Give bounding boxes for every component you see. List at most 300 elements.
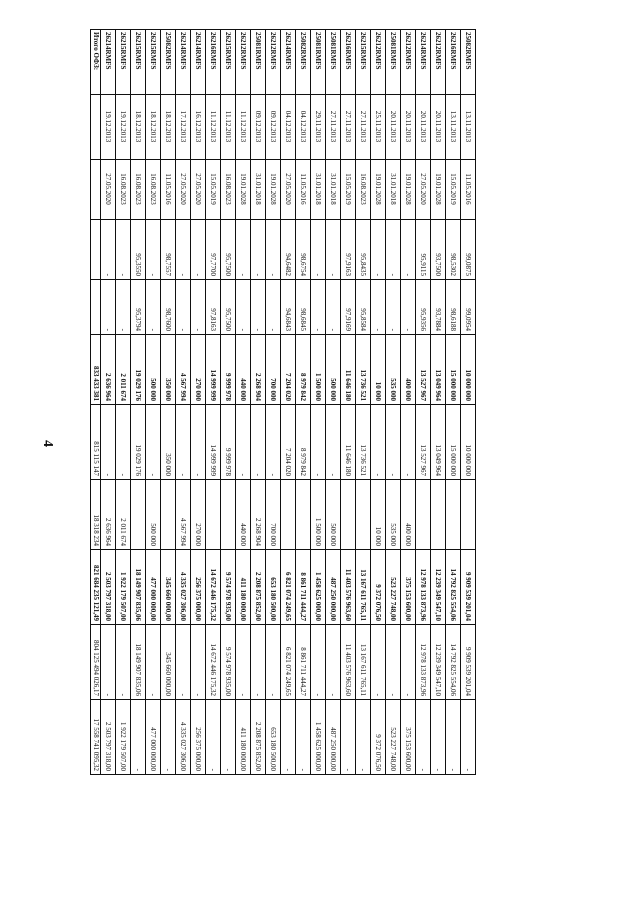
cell-maturity-date: 31.01.2018 [389, 173, 398, 205]
cell-volume-extra: 2 268 904 [254, 518, 263, 546]
cell-price-weighted: 98,7600 [164, 308, 173, 331]
cell-proceeds-extra: - [419, 768, 428, 771]
cell-price-weighted: - [254, 328, 263, 331]
cell-volume: 19 029 176 [134, 369, 143, 401]
cell-maturity-date: 15.05.2019 [449, 173, 458, 205]
cell-volume: 350 000 [164, 378, 173, 401]
cell-proceeds-extra: - [164, 768, 173, 771]
cell-placement-date: 13.11.2013 [464, 110, 473, 143]
cell-proceeds-extra: - [299, 768, 308, 771]
table-row [191, 29, 206, 774]
cell-placement-date: 29.11.2013 [314, 110, 323, 143]
cell-maturity-date: 19.01.2028 [374, 173, 383, 205]
cell-volume-extra [131, 479, 146, 549]
table-row [416, 29, 431, 774]
cell-proceeds-auction: 14 672 446 175,32 [209, 643, 218, 696]
cell-placement-date: 25.11.2013 [374, 110, 383, 143]
cell-proceeds-extra: - [224, 768, 233, 771]
cell-proceeds-auction: 8 861 711 444,27 [299, 647, 308, 696]
bond-issues-table [90, 29, 476, 774]
cell-volume-extra [296, 479, 311, 549]
cell-volume: 535 000 [389, 378, 398, 401]
cell-volume-extra [221, 479, 236, 549]
cell-volume-extra [431, 479, 446, 549]
cell-proceeds: 523 227 748,00 [389, 577, 398, 621]
cell-maturity-date: 31.01.2018 [254, 173, 263, 205]
cell-proceeds: 9 574 978 935,00 [224, 572, 233, 621]
cell-code: 26212RMFS [374, 32, 383, 70]
cell-placement-date: 20.11.2013 [434, 110, 443, 143]
cell-placement-date: 19.12.2013 [104, 110, 113, 143]
cell-price-min: 98,6754 [299, 253, 308, 276]
cell-proceeds-auction: - [404, 693, 413, 696]
column-border [90, 774, 476, 775]
cell-volume-auction: - [239, 473, 248, 476]
table-row [371, 29, 386, 774]
cell-maturity-date: 16.08.2023 [149, 173, 158, 205]
cell-proceeds-extra: 17 558 741 095,32 [92, 718, 101, 771]
cell-volume-auction: - [389, 473, 398, 476]
cell-proceeds-extra: 375 153 600,00 [404, 727, 413, 771]
cell-price-min: - [104, 273, 113, 276]
cell-price-weighted: 95,7500 [224, 308, 233, 331]
cell-volume-extra: 10 000 [374, 526, 383, 546]
cell-code: 26212RMFS [269, 32, 278, 70]
cell-volume-extra: 18 318 234 [92, 514, 101, 546]
table-row [131, 29, 146, 774]
cell-price-min: 98,5302 [449, 253, 458, 276]
total-row [90, 29, 101, 774]
cell-proceeds-auction: 6 821 074 249,65 [284, 647, 293, 696]
cell-volume-extra: 535 000 [389, 523, 398, 546]
cell-proceeds-extra: 477 000 000,00 [149, 727, 158, 771]
cell-maturity-date: 19.01.2028 [269, 173, 278, 205]
cell-volume-extra [281, 479, 296, 549]
cell-code: 25081RMFS [254, 32, 263, 70]
cell-volume: 400 000 [404, 378, 413, 401]
cell-proceeds-extra: 2 503 797 318,00 [104, 722, 113, 771]
cell-proceeds: 821 684 235 121,49 [92, 565, 101, 621]
cell-proceeds: 9 372 076,50 [374, 584, 383, 621]
table-row [251, 29, 266, 774]
cell-volume-auction: 10 000 000 [464, 444, 473, 476]
cell-proceeds-auction: 18 149 907 835,06 [134, 643, 143, 696]
cell-volume-extra [206, 479, 221, 549]
cell-code: 25082RMFS [299, 32, 308, 70]
cell-placement-date: 04.12.2013 [299, 110, 308, 143]
cell-proceeds-extra: 2 208 875 852,00 [254, 722, 263, 771]
table-row [101, 29, 116, 774]
cell-volume: 7 204 020 [284, 373, 293, 401]
cell-volume: 9 999 978 [224, 373, 233, 401]
cell-volume-extra: 700 000 [269, 523, 278, 546]
cell-price-min: 95,9115 [419, 253, 428, 276]
cell-placement-date: 27.11.2013 [359, 110, 368, 143]
table-row [446, 29, 461, 774]
cell-proceeds-auction: - [194, 693, 203, 696]
cell-volume-extra: 500 000 [329, 523, 338, 546]
cell-proceeds: 1 922 179 507,00 [119, 572, 128, 621]
cell-placement-date: 09.12.2013 [254, 110, 263, 143]
cell-volume-auction: 19 029 176 [134, 444, 143, 476]
cell-price-min: - [119, 273, 128, 276]
cell-placement-date: 19.12.2013 [119, 110, 128, 143]
cell-price-weighted: 95,3794 [134, 308, 143, 331]
cell-code: 25081RMFS [314, 32, 323, 70]
table-row [281, 29, 296, 774]
cell-volume: 13 736 521 [359, 369, 368, 401]
cell-code: 25081RMFS [389, 32, 398, 70]
cell-price-weighted: - [179, 328, 188, 331]
cell-volume-auction: 7 204 020 [284, 448, 293, 476]
cell-proceeds: 9 909 539 201,04 [464, 572, 473, 621]
cell-price-weighted: - [104, 328, 113, 331]
cell-code: 26216RMFS [209, 32, 218, 70]
cell-placement-date: 20.11.2013 [404, 110, 413, 143]
cell-placement-date [91, 94, 102, 159]
cell-volume-auction: 350 000 [164, 453, 173, 476]
cell-proceeds-extra: - [359, 768, 368, 771]
cell-price-min: 93,7500 [434, 253, 443, 276]
cell-volume: 13 049 964 [434, 369, 443, 401]
cell-volume: 13 527 967 [419, 369, 428, 401]
cell-code: 26214RMFS [194, 32, 203, 70]
cell-volume-auction: 9 999 978 [224, 448, 233, 476]
cell-code: 26212RMFS [434, 32, 443, 70]
cell-volume-auction: - [404, 473, 413, 476]
cell-placement-date: 17.12.2013 [179, 110, 188, 143]
table-row [296, 29, 311, 774]
cell-proceeds-extra: 1 922 179 507,00 [119, 722, 128, 771]
cell-proceeds-extra: 411 180 000,00 [239, 727, 248, 771]
cell-volume-extra: 500 000 [149, 523, 158, 546]
cell-price-weighted: 97,8163 [209, 308, 218, 331]
cell-placement-date: 27.11.2013 [344, 110, 353, 143]
cell-price-weighted: - [149, 328, 158, 331]
cell-volume-auction: 13 527 967 [419, 444, 428, 476]
table-row [356, 29, 371, 774]
cell-proceeds-auction: - [254, 693, 263, 696]
cell-proceeds-extra: - [449, 768, 458, 771]
cell-placement-date: 27.11.2013 [329, 110, 338, 143]
table-row [206, 29, 221, 774]
cell-proceeds-auction: - [374, 693, 383, 696]
cell-proceeds: 18 149 907 835,06 [134, 568, 143, 621]
cell-maturity-date: 16.08.2023 [359, 173, 368, 205]
cell-code: 26214RMFS [419, 32, 428, 70]
cell-code: 26214RMFS [104, 32, 113, 70]
cell-price-min: - [389, 273, 398, 276]
table-row [221, 29, 236, 774]
cell-volume-auction: - [314, 473, 323, 476]
cell-price-min: 98,7557 [164, 253, 173, 276]
cell-price-weighted: 98,6845 [299, 308, 308, 331]
cell-code: 25081RMFS [329, 32, 338, 70]
cell-volume-auction: - [269, 473, 278, 476]
cell-proceeds-auction: 345 660 000,00 [164, 652, 173, 696]
table-row [161, 29, 176, 774]
cell-volume: 500 000 [329, 378, 338, 401]
cell-price-min: - [239, 273, 248, 276]
cell-proceeds-auction: - [269, 693, 278, 696]
cell-proceeds: 12 239 349 547,10 [434, 568, 443, 621]
cell-volume: 4 567 994 [179, 373, 188, 401]
cell-volume: 700 000 [269, 378, 278, 401]
cell-volume-extra [341, 479, 356, 549]
cell-price-weighted: 99,0954 [464, 308, 473, 331]
cell-price-min [91, 219, 102, 279]
cell-proceeds: 653 180 500,00 [269, 577, 278, 621]
cell-volume: 10 000 000 [464, 369, 473, 401]
cell-code: 26215RMFS [119, 32, 128, 70]
cell-code: 26216RMFS [449, 32, 458, 70]
cell-volume-auction: - [104, 473, 113, 476]
cell-proceeds: 11 403 576 963,60 [344, 568, 353, 621]
cell-maturity-date: 27.05.2020 [284, 173, 293, 205]
cell-maturity-date: 31.01.2018 [329, 173, 338, 205]
cell-price-min: 97,7700 [209, 253, 218, 276]
cell-volume: 2 011 674 [119, 373, 128, 401]
cell-proceeds: 14 672 446 175,32 [209, 568, 218, 621]
cell-proceeds: 345 660 000,00 [164, 577, 173, 621]
table-row [401, 29, 416, 774]
cell-proceeds: 8 861 711 444,27 [299, 572, 308, 621]
cell-price-min: 94,6482 [284, 253, 293, 276]
cell-proceeds-auction: - [239, 693, 248, 696]
cell-volume: 15 000 000 [449, 369, 458, 401]
cell-price-weighted: - [389, 328, 398, 331]
cell-volume: 440 000 [239, 378, 248, 401]
cell-price-weighted: - [239, 328, 248, 331]
cell-code: 26215RMFS [224, 32, 233, 70]
cell-volume: 2 636 964 [104, 373, 113, 401]
cell-proceeds-extra: 653 180 500,00 [269, 727, 278, 771]
cell-proceeds: 477 000 000,00 [149, 577, 158, 621]
cell-maturity-date: 27.05.2020 [104, 173, 113, 205]
cell-proceeds-auction: - [149, 693, 158, 696]
cell-proceeds-extra: 487 250 000,00 [329, 727, 338, 771]
cell-volume-extra: 2 636 964 [104, 518, 113, 546]
cell-placement-date: 16.12.2013 [194, 110, 203, 143]
cell-maturity-date [91, 159, 102, 219]
cell-proceeds-extra: - [464, 768, 473, 771]
cell-price-weighted: - [194, 328, 203, 331]
cell-code: 26212RMFS [239, 32, 248, 70]
cell-price-min: - [194, 273, 203, 276]
cell-placement-date: 18.12.2013 [164, 110, 173, 143]
cell-volume-auction: 13 736 521 [359, 444, 368, 476]
cell-volume: 14 999 999 [209, 369, 218, 401]
table-row [311, 29, 326, 774]
cell-price-min: - [314, 273, 323, 276]
table-row [266, 29, 281, 774]
cell-code: 26215RMFS [134, 32, 143, 70]
cell-maturity-date: 11.05.2016 [164, 173, 173, 205]
cell-proceeds-extra: - [344, 768, 353, 771]
cell-placement-date: 13.11.2013 [449, 110, 458, 143]
table-row [431, 29, 446, 774]
cell-volume-extra: 440 000 [239, 523, 248, 546]
cell-placement-date: 04.12.2013 [284, 110, 293, 143]
cell-price-weighted: - [404, 328, 413, 331]
cell-proceeds-auction: 11 403 576 963,60 [344, 643, 353, 696]
cell-volume-extra: 2 011 674 [119, 518, 128, 546]
cell-volume-extra: 1 500 000 [314, 518, 323, 546]
cell-proceeds-extra: 256 375 000,00 [194, 727, 203, 771]
cell-price-min: - [374, 273, 383, 276]
cell-price-min: 95,3550 [134, 253, 143, 276]
cell-volume-auction: 11 646 180 [344, 444, 353, 476]
cell-proceeds-auction: 9 574 978 935,00 [224, 647, 233, 696]
cell-price-weighted: 95,9356 [419, 308, 428, 331]
cell-maturity-date: 11.05.2016 [464, 173, 473, 205]
cell-code: 26216RMFS [344, 32, 353, 70]
table-row [341, 29, 356, 774]
cell-volume-auction: - [179, 473, 188, 476]
cell-proceeds: 14 792 825 554,06 [449, 568, 458, 621]
cell-maturity-date: 31.01.2018 [314, 173, 323, 205]
cell-maturity-date: 15.05.2019 [344, 173, 353, 205]
cell-proceeds: 375 153 600,00 [404, 577, 413, 621]
cell-volume-auction: 13 049 964 [434, 444, 443, 476]
cell-maturity-date: 27.05.2020 [194, 173, 203, 205]
cell-volume-extra: 270 000 [194, 523, 203, 546]
cell-price-min: - [329, 273, 338, 276]
cell-placement-date: 11.12.2013 [224, 110, 233, 143]
cell-volume: 500 000 [149, 378, 158, 401]
cell-volume: 11 646 180 [344, 369, 353, 401]
cell-proceeds-auction: 9 909 539 201,04 [464, 647, 473, 696]
cell-proceeds-auction: 12 978 133 873,96 [419, 643, 428, 696]
cell-price-weighted: - [119, 328, 128, 331]
cell-maturity-date: 11.05.2016 [299, 173, 308, 205]
cell-maturity-date: 16.08.2023 [134, 173, 143, 205]
cell-maturity-date: 19.01.2028 [434, 173, 443, 205]
cell-price-weighted: 93,7884 [434, 308, 443, 331]
cell-volume-extra [161, 479, 176, 549]
table-row [386, 29, 401, 774]
table-row [116, 29, 131, 774]
cell-placement-date: 20.11.2013 [389, 110, 398, 143]
cell-proceeds-extra: 4 335 027 306,00 [179, 722, 188, 771]
cell-maturity-date: 27.05.2020 [419, 173, 428, 205]
cell-price-weighted: - [269, 328, 278, 331]
cell-price-weighted: - [374, 328, 383, 331]
cell-placement-date: 18.12.2013 [134, 110, 143, 143]
cell-placement-date: 11.12.2013 [209, 110, 218, 143]
cell-price-weighted: 95,8584 [359, 308, 368, 331]
cell-code: 26215RMFS [359, 32, 368, 70]
cell-code: Итого ОФЗ: [92, 32, 101, 71]
cell-placement-date: 20.11.2013 [419, 110, 428, 143]
cell-proceeds: 411 180 000,00 [239, 577, 248, 621]
cell-proceeds: 2 503 797 318,00 [104, 572, 113, 621]
cell-volume-auction: 15 000 000 [449, 444, 458, 476]
table-row [176, 29, 191, 774]
cell-maturity-date: 16.08.2023 [224, 173, 233, 205]
cell-volume: 833 433 381 [92, 366, 101, 401]
cell-maturity-date: 16.08.2023 [119, 173, 128, 205]
table-row [236, 29, 251, 774]
cell-proceeds-auction: - [314, 693, 323, 696]
cell-proceeds-auction: 14 792 825 554,06 [449, 643, 458, 696]
cell-price-weighted [91, 279, 102, 334]
cell-volume-extra: 400 000 [404, 523, 413, 546]
cell-code: 25082RMFS [464, 32, 473, 70]
cell-volume-auction: 8 979 842 [299, 448, 308, 476]
cell-volume-auction: - [329, 473, 338, 476]
cell-proceeds-auction: - [119, 693, 128, 696]
cell-volume: 270 000 [194, 378, 203, 401]
cell-price-min: - [254, 273, 263, 276]
cell-code: 25082RMFS [164, 32, 173, 70]
cell-proceeds: 487 250 000,00 [329, 577, 338, 621]
cell-placement-date: 11.12.2013 [239, 110, 248, 143]
cell-proceeds-extra: - [284, 768, 293, 771]
table-row [326, 29, 341, 774]
cell-proceeds: 256 375 000,00 [194, 577, 203, 621]
cell-proceeds-auction: 804 125 494 026,17 [92, 640, 101, 696]
cell-maturity-date: 19.01.2028 [404, 173, 413, 205]
cell-placement-date: 09.12.2013 [269, 110, 278, 143]
cell-proceeds: 4 335 027 306,00 [179, 572, 188, 621]
cell-volume-extra: 4 567 994 [179, 518, 188, 546]
cell-volume-auction: - [374, 473, 383, 476]
cell-proceeds-auction: - [329, 693, 338, 696]
cell-price-weighted: - [329, 328, 338, 331]
cell-code: 26214RMFS [284, 32, 293, 70]
cell-price-min: - [179, 273, 188, 276]
cell-price-weighted: 97,9169 [344, 308, 353, 331]
cell-code: 26212RMFS [404, 32, 413, 70]
cell-proceeds-auction: 12 239 349 547,10 [434, 643, 443, 696]
cell-proceeds-extra: - [134, 768, 143, 771]
cell-code: 26215RMFS [149, 32, 158, 70]
cell-volume: 2 268 904 [254, 373, 263, 401]
cell-proceeds: 13 167 611 765,11 [359, 569, 368, 621]
cell-placement-date: 18.12.2013 [149, 110, 158, 143]
cell-proceeds: 2 208 875 852,00 [254, 572, 263, 621]
cell-proceeds: 12 978 133 873,96 [419, 568, 428, 621]
cell-price-min: - [149, 273, 158, 276]
cell-price-min: - [404, 273, 413, 276]
cell-volume-auction: - [119, 473, 128, 476]
cell-volume-auction: - [194, 473, 203, 476]
cell-proceeds-auction: - [179, 693, 188, 696]
cell-proceeds-extra: 9 372 076,50 [374, 734, 383, 771]
cell-volume-extra [416, 479, 431, 549]
cell-price-weighted: 94,6843 [284, 308, 293, 331]
cell-proceeds-extra: - [434, 768, 443, 771]
cell-volume-auction: 815 115 147 [92, 441, 101, 476]
cell-volume: 10 000 [374, 381, 383, 401]
cell-proceeds-auction: 13 167 611 765,11 [359, 644, 368, 696]
cell-proceeds-auction: - [389, 693, 398, 696]
cell-proceeds-extra: - [209, 768, 218, 771]
cell-code: 26214RMFS [179, 32, 188, 70]
cell-proceeds-auction: - [104, 693, 113, 696]
cell-proceeds: 1 458 625 000,00 [314, 572, 323, 621]
cell-volume-auction: - [149, 473, 158, 476]
cell-proceeds: 6 821 074 249,65 [284, 572, 293, 621]
cell-volume-extra [356, 479, 371, 549]
cell-price-min: 97,9163 [344, 253, 353, 276]
cell-price-min: 95,7500 [224, 253, 233, 276]
page-number: 4 [40, 440, 55, 447]
cell-price-weighted: 98,6188 [449, 308, 458, 331]
cell-volume-auction: - [254, 473, 263, 476]
cell-maturity-date: 15.05.2019 [209, 173, 218, 205]
